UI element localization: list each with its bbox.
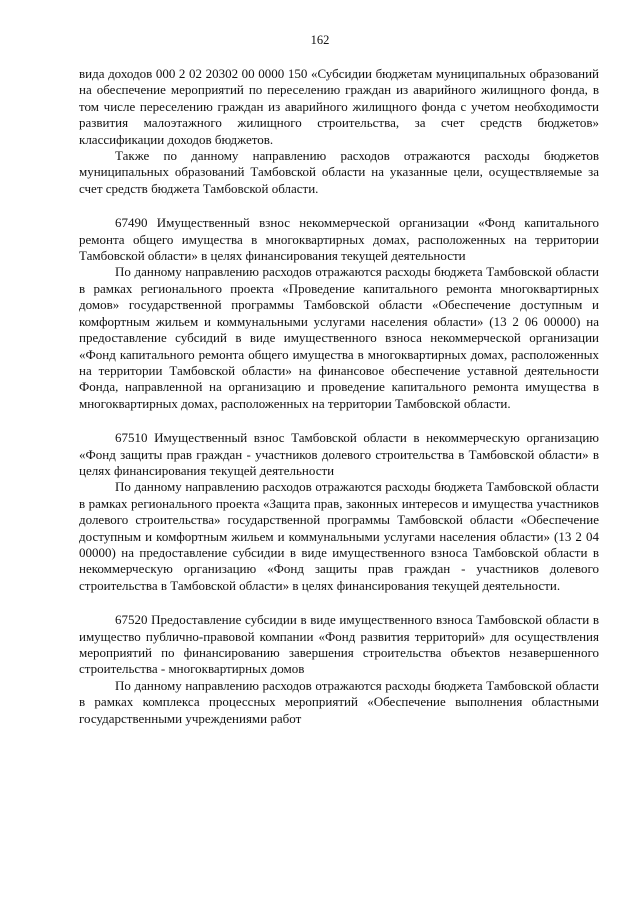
- heading-67520: 67520 Предоставление субсидии в виде имущественного взноса Тамбовской области в имущество публично-правовой компании «Фонд развития территорий» для осуществления мероприятий по финансированию завершения строительства объектов незавершенного строительства - многоквартирных домов: [79, 612, 599, 677]
- heading-67490: 67490 Имущественный взнос некоммерческой организации «Фонд капитального ремонта общего имущества в многоквартирных домах, расположенных на территории Тамбовской области» в целях финансирования текущей деятельности: [79, 215, 599, 264]
- section-gap: [79, 594, 599, 612]
- section-gap: [79, 197, 599, 215]
- page-number: 162: [310, 33, 330, 47]
- heading-67510: 67510 Имущественный взнос Тамбовской области в некоммерческую организацию «Фонд защиты прав граждан - участников долевого строительства в Тамбовской области» в целях финансирования текущей деятельности: [79, 430, 599, 478]
- paragraph-67510-description: По данному направлению расходов отражаются расходы бюджета Тамбовской области в рамках регионального проекта «Защита прав, законных интересов и имущества участников долевого строительства» государственной программы Тамбовской области «Обеспечение доступным и комфортным жильем и коммунальными услугами населения области» (13 2 04 00000) на предоставление субсидии в виде имущественного взноса Тамбовской области в некоммерческую организацию «Фонд защиты прав граждан - участников долевого строительства в Тамбовской области» в целях финансирования текущей деятельности.: [79, 479, 599, 593]
- paragraph-income-type: вида доходов 000 2 02 20302 00 0000 150 «Субсидии бюджетам муниципальных образований на обеспечение мероприятий по переселению граждан из аварийного жилищного фонда, в том числе переселению граждан из аварийного жилищного фонда с учетом необходимости развития малоэтажного жилищного строительства, за счет средств бюджетов» классификации доходов бюджетов.: [79, 66, 599, 147]
- document-body: [79, 66, 599, 727]
- paragraph-67520-description: По данному направлению расходов отражаются расходы бюджета Тамбовской области в рамках комплекса процессных мероприятий «Обеспечение выполнения областными государственными учреждениями работ: [79, 677, 599, 726]
- section-gap: [79, 412, 599, 430]
- paragraph-municipal-expenses: Также по данному направлению расходов отражаются расходы бюджетов муниципальных образований Тамбовской области на указанные цели, осуществляемые за счет средств бюджета Тамбовской области.: [79, 148, 599, 196]
- paragraph-67490-description: По данному направлению расходов отражаются расходы бюджета Тамбовской области в рамках регионального проекта «Проведение капитального ремонта многоквартирных домов» государственной программы Тамбовской области «Обеспечение доступным и комфортным жильем и коммунальными услугами населения области» (13 2 06 00000) на предоставление субсидий в виде имущественного взноса некоммерческой организации «Фонд капитального ремонта общего имущества в многоквартирных домах, расположенных на территории Тамбовской области» на финансовое обеспечение уставной деятельности Фонда, направленной на организацию и проведение капитального ремонта имущества в многоквартирных домах, расположенных на территории Тамбовской области.: [79, 264, 599, 411]
